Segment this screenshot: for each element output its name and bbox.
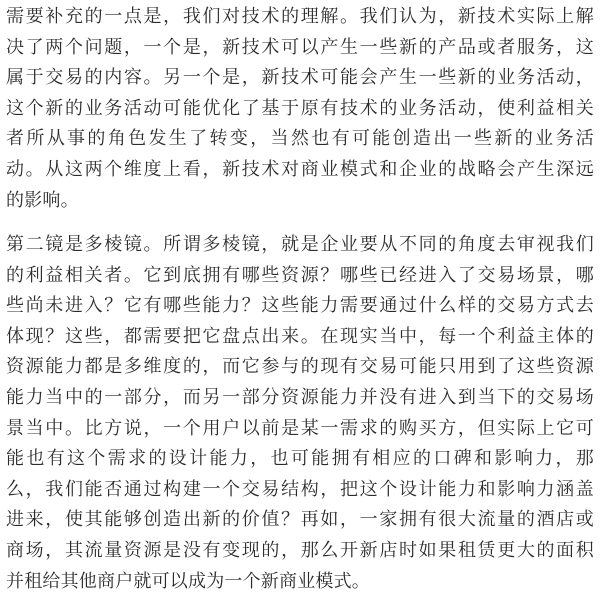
text-line: 属于交易的内容。另一个是，新技术可能会产生一些新的业务活动， <box>6 67 594 89</box>
text-line: 决了两个问题，一个是，新技术可以产生一些新的产品或者服务，这 <box>6 36 594 58</box>
text-line: 这个新的业务活动可能优化了基于原有技术的业务活动，使利益相关 <box>6 97 594 119</box>
text-line: 些尚未进入？它有哪些能力？这些能力需要通过什么样的交易方式去 <box>6 295 594 317</box>
paragraph-technology <box>6 2 594 216</box>
text-line: 第二镜是多棱镜。所谓多棱镜，就是企业要从不同的角度去审视我们 <box>6 234 594 255</box>
text-line: 能也有这个需求的设计能力，也可能拥有相应的口碑和影响力，那 <box>6 448 594 470</box>
text-line: 景当中。比方说，一个用户以前是某一需求的购买方，但实际上它可 <box>6 417 594 439</box>
text-line: 的影响。 <box>6 189 79 211</box>
text-line: 者所从事的角色发生了转变，当然也有可能创造出一些新的业务活 <box>6 128 594 150</box>
text-line: 进来，使其能够创造出新的价值？再如，一家拥有很大流量的酒店或 <box>6 509 594 531</box>
text-line: 商场，其流量资源是没有变现的，那么开新店时如果租赁更大的面积 <box>6 539 594 561</box>
text-line: 体现？这些，都需要把它盘点出来。在现实当中，每一个利益主体的 <box>6 325 594 347</box>
text-line: 需要补充的一点是，我们对技术的理解。我们认为，新技术实际上解 <box>6 6 594 27</box>
text-line: 资源能力都是多维度的，而它参与的现有交易可能只用到了这些资源 <box>6 356 594 378</box>
paragraph-prism <box>6 230 594 597</box>
text-line: 能力当中的一部分，而另一部分资源能力并没有进入到当下的交易场 <box>6 386 594 408</box>
text-line: 并租给其他商户就可以成为一个新商业模式。 <box>6 570 370 592</box>
text-line: 动。从这两个维度上看，新技术对商业模式和企业的战略会产生深远 <box>6 158 594 180</box>
text-line: 的利益相关者。它到底拥有哪些资源？哪些已经进入了交易场景，哪 <box>6 264 594 286</box>
text-line: 么，我们能否通过构建一个交易结构，把这个设计能力和影响力涵盖 <box>6 478 594 500</box>
